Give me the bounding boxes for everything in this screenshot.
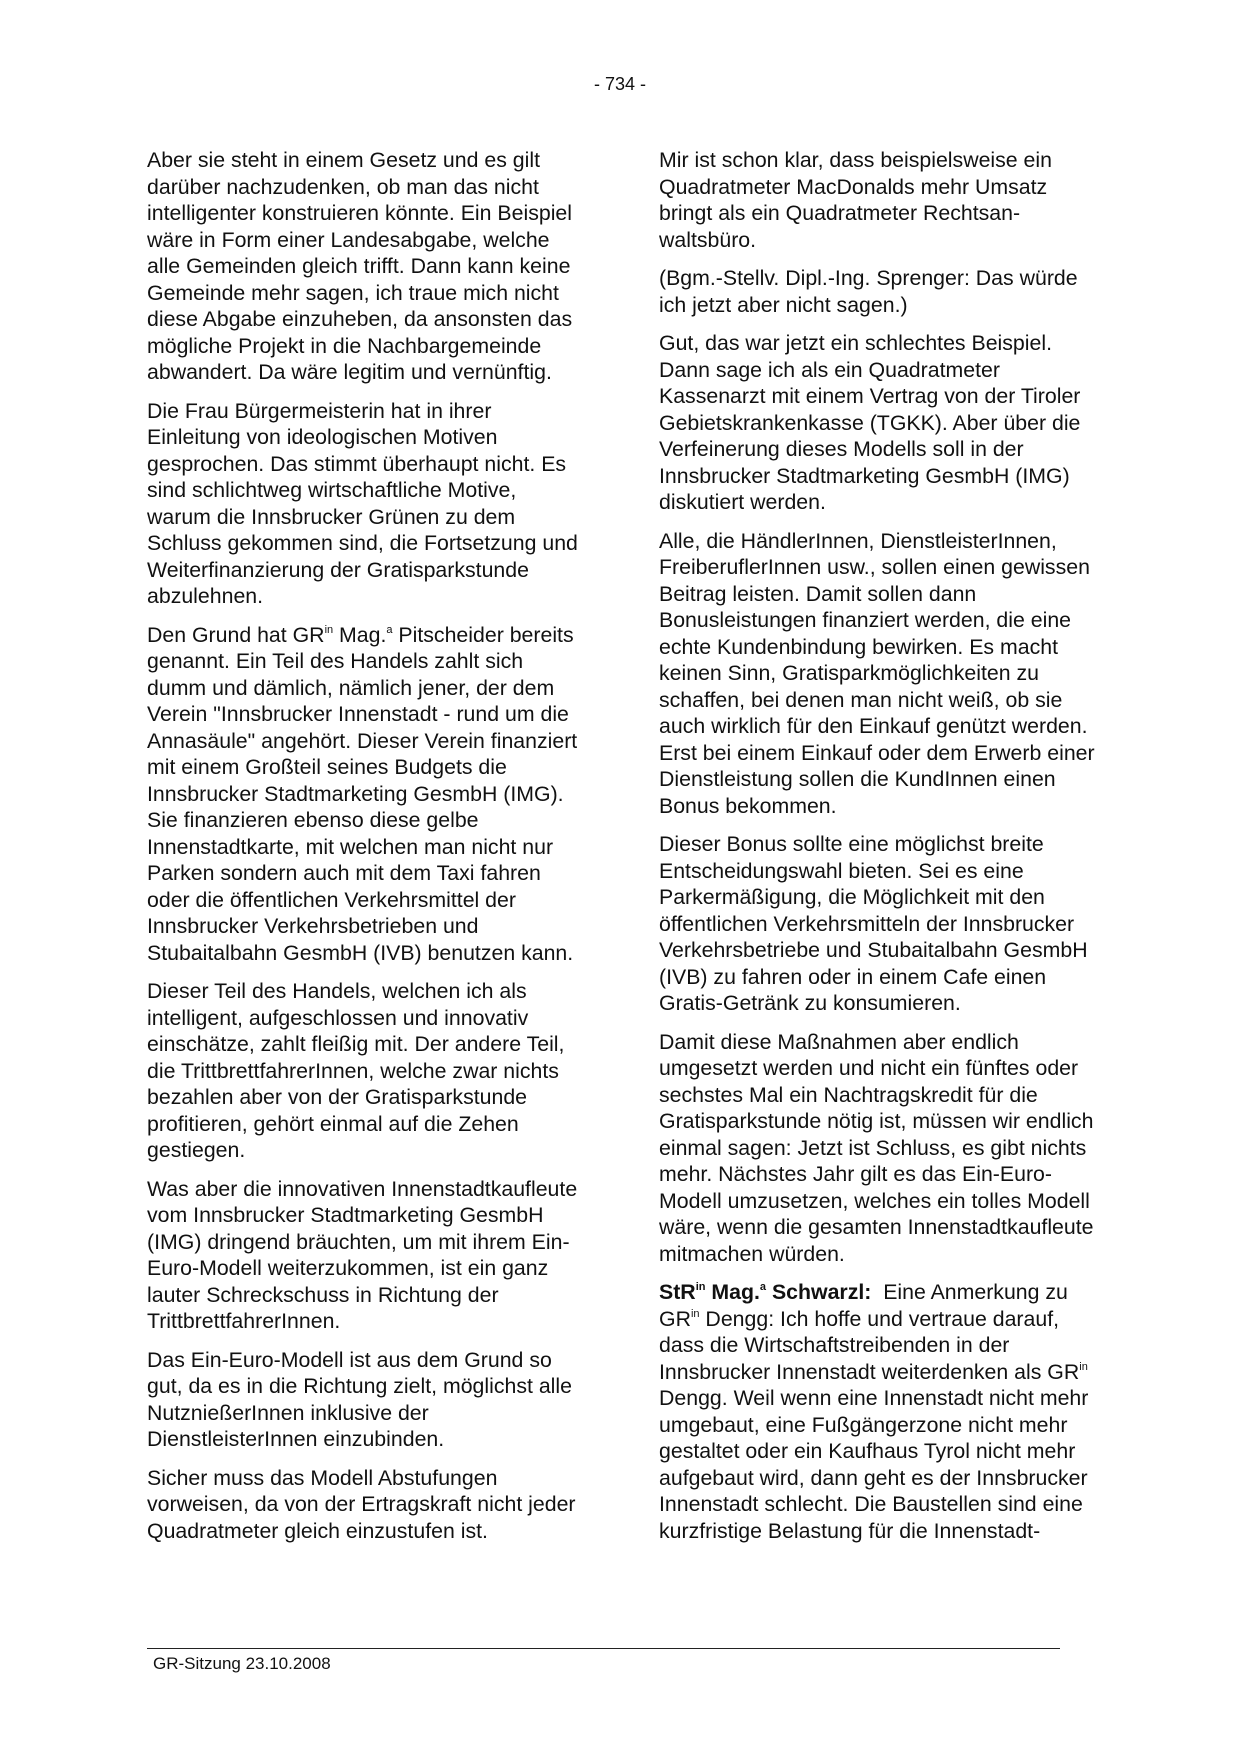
- paragraph: Sicher muss das Modell Abstufungen vorweisen, da von der Ertragskraft nicht jeder Quadratmeter gleich einzustufen ist.: [147, 1465, 576, 1543]
- text-run: Dengg. Weil wenn eine Innenstadt nicht mehr umgebaut, eine Fußgängerzone nicht mehr gestaltet oder ein Kaufhaus Tyrol nicht mehr aufgebaut wird, dann geht es der Innsbrucker Innenstadt schlecht. Die Baustellen sind eine kurzfristige Belastung für die Innenstadt-: [659, 1386, 1089, 1543]
- paragraph: [147, 622, 583, 967]
- text-run: Eine Anmerkung zu GR: [659, 1280, 1074, 1331]
- superscript: a: [759, 1281, 767, 1293]
- page-number: - 734 -: [593, 74, 647, 94]
- superscript: a: [386, 623, 393, 636]
- text-run: Schwarzl:: [766, 1280, 872, 1304]
- speaker-name: [659, 1280, 871, 1304]
- paragraph: Die Frau Bürgermeisterin hat in ihrer Einleitung von ideologischen Motiven gesprochen. Das stimmt überhaupt nicht. Es sind schlichtweg wirtschaftliche Motive, warum die Innsbrucker Grünen zu dem Schluss gekommen sind, die Fortsetzung und Weiterfinanzierung der Gratisparkstunde abzulehnen.: [147, 398, 578, 608]
- text-run: Pitscheider bereits genannt. Ein Teil des Handels zahlt sich dumm und dämlich, nämlich jener, der dem Verein "Innsbrucker Innenstadt - rund um die Annasäule" angehört. Dieser Verein finanziert mit einem Großteil seines Budgets die Innsbrucker Stadtmarketing GesmbH (IMG). Sie finanzieren ebenso diese gelbe Innenstadtkarte, mit welchen man nicht nur Parken sondern auch mit dem Taxi fahren oder die öffentlichen Verkehrsmittel der Innsbrucker Verkehrsbetrieben und Stubaitalbahn GesmbH (IVB) benutzen kann.: [147, 622, 578, 965]
- text-run: Mag.: [705, 1280, 760, 1304]
- paragraph: Das Ein-Euro-Modell ist aus dem Grund so gut, da es in die Richtung zielt, möglichst alle NutznießerInnen inklusive der DienstleisterInnen einzubinden.: [147, 1347, 572, 1451]
- paragraph: Was aber die innovativen Innenstadtkaufleute vom Innsbrucker Stadtmarketing GesmbH (IMG) dringend bräuchten, um mit ihrem Ein-Euro-Modell weiterzukommen, ist ein ganz lauter Schreckschuss in Richtung der TrittbrettfahrerInnen.: [147, 1176, 578, 1333]
- superscript: in: [690, 1307, 700, 1320]
- paragraph: [659, 1279, 1095, 1544]
- text-run: Dengg: Ich hoffe und vertraue darauf, dass die Wirtschaftstreibenden in der Innsbrucker Innenstadt weiterdenken als GR: [659, 1306, 1080, 1384]
- paragraph: Gut, das war jetzt ein schlechtes Beispiel. Dann sage ich als ein Quadratmeter Kassenarzt mit einem Vertrag von der Tiroler Gebietskrankenkasse (TGKK). Aber über die Verfeinerung dieses Modells soll in der Innsbrucker Stadtmarketing GesmbH (IMG) diskutiert werden.: [659, 331, 1081, 514]
- paragraph: Dieser Teil des Handels, welchen ich als intelligent, aufgeschlossen und innovativ einschätze, zahlt fleißig mit. Der andere Teil, die TrittbrettfahrerInnen, welche zwar nichts bezahlen aber von der Gratisparkstunde profitieren, gehört einmal auf die Zehen gestiegen.: [147, 979, 565, 1162]
- footer-text: GR-Sitzung 23.10.2008: [153, 1654, 331, 1673]
- paragraph: Mir ist schon klar, dass beispielsweise ein Quadratmeter MacDonalds mehr Umsatz bringt als ein Quadratmeter Rechtsanwaltsbüro.: [659, 148, 1052, 252]
- text-run: StR: [659, 1280, 696, 1304]
- paragraph: Damit diese Maßnahmen aber endlich umgesetzt werden und nicht ein fünftes oder sechstes Mal ein Nachtragskredit für die Gratisparkstunde nötig ist, müssen wir endlich einmal sagen: Jetzt ist Schluss, es gibt nichts mehr. Nächstes Jahr gilt es das Ein-Euro-Modell umzusetzen, welches ein tolles Modell wäre, wenn die gesamten Innenstadtkaufleute mitmachen würden.: [659, 1029, 1094, 1266]
- text-run: Mag.: [333, 622, 387, 647]
- footer-divider: [147, 1648, 1060, 1649]
- paragraph: Dieser Bonus sollte eine möglichst breite Entscheidungswahl bieten. Sei es eine Parkermäßigung, die Möglichkeit mit den öffentlichen Verkehrsmitteln der Innsbrucker Verkehrsbetriebe und Stubaitalbahn GesmbH (IVB) zu fahren oder in einem Cafe einen Gratis-Getränk zu konsumieren.: [659, 832, 1088, 1015]
- right-column: [659, 147, 1095, 1556]
- superscript: in: [1079, 1360, 1088, 1373]
- paragraph: Aber sie steht in einem Gesetz und es gilt darüber nachzudenken, ob man das nicht intelligenter konstruieren könnte. Ein Beispiel wäre in Form einer Landesabgabe, welche alle Gemeinden gleich trifft. Dann kann keine Gemeinde mehr sagen, ich traue mich nicht diese Abgabe einzuheben, da ansonsten das mögliche Projekt in die Nachbargemeinde abwandert. Da wäre legitim und vernünftig.: [147, 148, 573, 384]
- superscript: in: [695, 1281, 706, 1293]
- superscript: in: [324, 623, 334, 636]
- paragraph: (Bgm.-Stellv. Dipl.-Ing. Sprenger: Das würde ich jetzt aber nicht sagen.): [659, 266, 1078, 317]
- paragraph: Alle, die HändlerInnen, DienstleisterInnen, FreiberuflerInnen usw., sollen einen gewissen Beitrag leisten. Damit sollen dann Bonusleistungen finanziert werden, die eine echte Kundenbindung bewirken. Es macht keinen Sinn, Gratisparkmöglichkeiten zu schaffen, bei denen man nicht weiß, ob sie auch wirklich für den Einkauf genützt werden. Erst bei einem Einkauf oder dem Erwerb einer Dienstleistung sollen die KundInnen einen Bonus bekommen.: [659, 528, 1095, 818]
- text-run: Den Grund hat GR: [147, 622, 325, 647]
- left-column: [147, 147, 583, 1556]
